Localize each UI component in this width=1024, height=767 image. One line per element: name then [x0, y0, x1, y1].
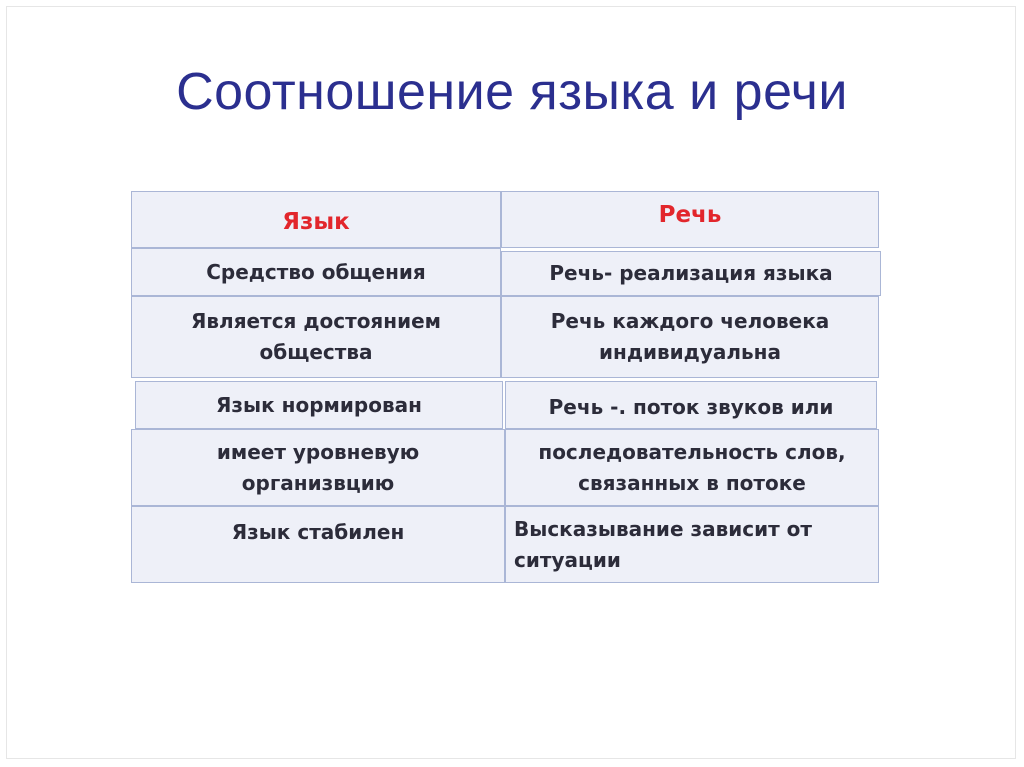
cell-row1-speech: Речь- реализация языка	[501, 251, 881, 296]
cell-row1-language: Средство общения	[131, 248, 501, 296]
cell-row5-speech: Высказывание зависит от ситуации	[505, 506, 879, 583]
header-cell-language: Язык	[131, 191, 501, 248]
cell-row4-speech: последовательность слов, связанных в потоке	[505, 429, 879, 506]
cell-row5-language: Язык стабилен	[131, 506, 505, 583]
cell-row3-language: Язык нормирован	[135, 381, 503, 429]
cell-row4-language: имеет уровневую организвцию	[131, 429, 505, 506]
slide-title: Соотношение языка и речи	[176, 63, 848, 121]
cell-row2-speech: Речь каждого человека индивидуальна	[501, 296, 879, 378]
cell-row3-speech: Речь -. поток звуков или	[505, 381, 877, 429]
header-cell-speech: Речь	[501, 191, 879, 248]
cell-row2-language: Является достоянием общества	[131, 296, 501, 378]
